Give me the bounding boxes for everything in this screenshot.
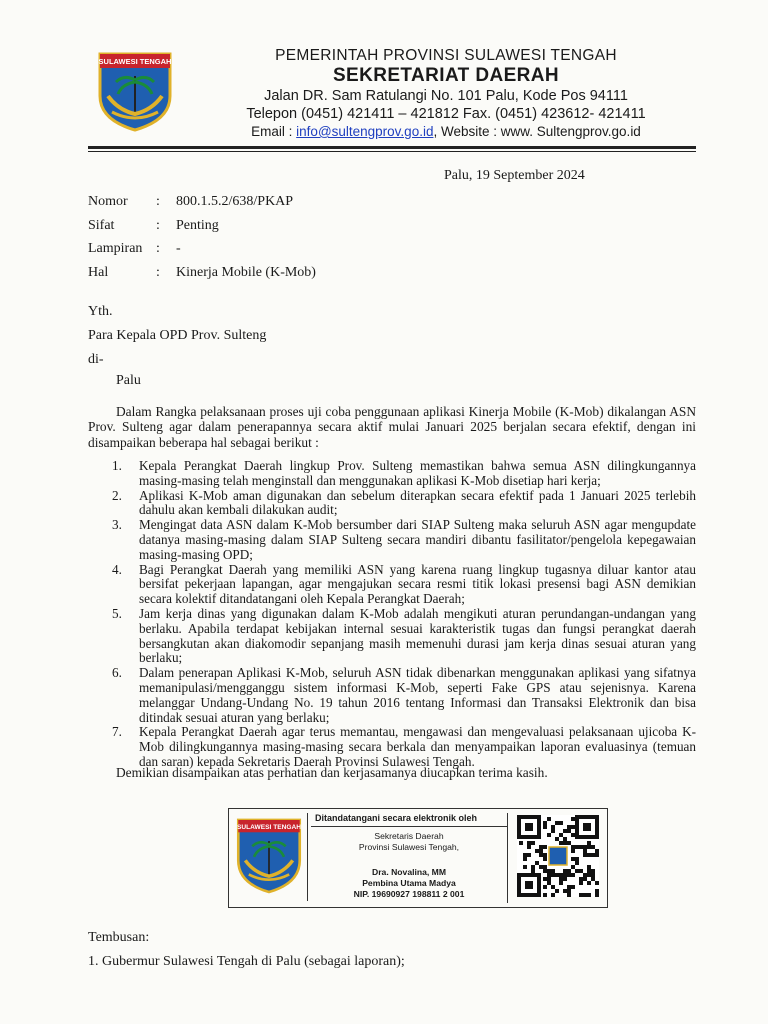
meta-colon: : [156, 217, 160, 233]
meta-value: Kinerja Mobile (K-Mob) [176, 264, 316, 280]
address-city: Palu [116, 373, 141, 388]
meta-key: Hal [88, 264, 109, 280]
signature-emblem-logo [233, 813, 308, 901]
office-name: SEKRETARIAT DAERAH [332, 65, 560, 86]
signer-rank: Pembina Utama Madya [362, 878, 456, 888]
signature-details [311, 813, 508, 903]
letter-meta [88, 190, 316, 284]
office-phone: Telepon (0451) 421411 – 421812 Fax. (0451) 423612- 421411 [246, 106, 646, 122]
address-yth: Yth. [88, 304, 113, 319]
list-item: 7. Kepala Perangkat Daerah agar terus memantau, mengawasi dan mengevaluasi pelaksanaan ujicoba K-Mob dilingkungannya masing-masing secara berkala dan menyampaikan laporan evaluasinya (temuan dan saran) kepada Sekretaris Daerah Provinsi Sulawesi Tengah. [112, 724, 696, 769]
list-item: 4. Bagi Perangkat Daerah yang memiliki ASN yang karena ruang lingkup tugasnya diluar kantor atau bersifat pekerjaan lapangan, agar mengajukan secara resmi titik lokasi presensi bagi ASN demikian secara kolektif ditandatangani oleh Kepala Perangkat Daerah; [112, 561, 696, 607]
electronic-signature-box [228, 808, 608, 908]
meta-row [88, 237, 316, 261]
address-recipient: Para Kepala OPD Prov. Sulteng [88, 328, 267, 343]
meta-colon: : [156, 241, 160, 256]
meta-key: Sifat [88, 217, 115, 233]
meta-row [88, 190, 316, 214]
website-text: , Website : www. Sultengprov.go.id [433, 124, 641, 139]
signer-title-1: Sekretaris Daerah [374, 831, 444, 841]
meta-key: Lampiran [88, 241, 143, 256]
address-di: di- [88, 352, 104, 367]
list-item: 3. Mengingat data ASN dalam K-Mob bersumber dari SIAP Sulteng maka seluruh ASN agar mengupdate datanya masing-masing dalam SIAP Sulteng secara mandiri dibantu fasilitator/pengelola kepegawaian masing-masing OPD; [112, 517, 696, 562]
list-item: 1. Kepala Perangkat Daerah lingkup Prov. Sulteng memastikan bahwa semua ASN dilingkungannya masing-masing telah menginstall dan menggunakan aplikasi K-Mob disetiap hari kerja; [112, 458, 696, 488]
qr-code-icon [517, 815, 599, 897]
svg-text:SULAWESI TENGAH: SULAWESI TENGAH [98, 57, 172, 66]
meta-colon: : [156, 194, 160, 209]
svg-text:SULAWESI TENGAH: SULAWESI TENGAH [237, 823, 301, 831]
list-item: 2. Aplikasi K-Mob aman digunakan dan sebelum diterapkan secara efektif pada 1 Januari 2025 terlebih dahulu akan kembali dilakukan audit; [112, 487, 696, 518]
signer-title-2: Provinsi Sulawesi Tengah, [358, 842, 460, 852]
email-label: Email : [251, 124, 297, 139]
signer-nip: NIP. 19690927 198811 2 001 [353, 889, 465, 899]
meta-colon: : [156, 264, 160, 280]
letterhead [186, 46, 706, 140]
meta-row [88, 214, 316, 238]
province-emblem-logo [94, 50, 176, 132]
government-name: PEMERINTAH PROVINSI SULAWESI TENGAH [275, 47, 617, 64]
meta-key: Nomor [88, 194, 128, 209]
meta-value: Penting [176, 217, 219, 233]
meta-value: 800.1.5.2/638/PKAP [176, 194, 294, 209]
email-link[interactable]: info@sultengprov.go.id [296, 124, 434, 139]
closing-text: Demikian disampaikan atas perhatian dan kerjasamanya diucapkan terima kasih. [116, 765, 548, 780]
letter-date: Palu, 19 September 2024 [444, 168, 585, 183]
list-item: 6. Dalam penerapan Aplikasi K-Mob, seluruh ASN tidak dibenarkan menggunakan aplikasi yang sifatnya memanipulasi/mengganggu sistem informasi K-Mob, seperti Fake GPS atau sejenisnya. Karena melanggar Undang-Undang No. 19 tahun 2016 tentang Informasi dan Transaksi Elektronik dan bisa ditindak sesuai aturan yang berlaku; [112, 665, 696, 725]
intro-text: Dalam Rangka pelaksanaan proses uji coba penggunaan aplikasi Kinerja Mobile (K-Mob) dikalangan ASN Prov. Sulteng agar dalam penerapannya secara aktif mulai Januari 2025 berjalan secara efektif, dengan ini disampaikan beberapa hal sebagai berikut : [88, 404, 696, 450]
intro-paragraph [88, 404, 696, 450]
instruction-list [112, 459, 696, 770]
tembusan-label: Tembusan: [88, 930, 150, 945]
signature-header: Ditandatangani secara elektronik oleh [311, 813, 507, 827]
office-contact [186, 123, 706, 140]
meta-value: - [176, 241, 181, 256]
meta-row [88, 261, 316, 285]
tembusan-item: 1. Gubermur Sulawesi Tengah di Palu (sebagai laporan); [88, 954, 405, 969]
office-address: Jalan DR. Sam Ratulangi No. 101 Palu, Kode Pos 94111 [264, 88, 628, 104]
letterhead-rule-thin [88, 151, 696, 152]
list-item: 5. Jam kerja dinas yang digunakan dalam K-Mob adalah mengikuti aturan perundangan-undangan yang berlaku. Apabila terdapat kebijakan internal sesuai karakteristik tugas dan fungsi perangkat daerah bersangkutan akan diakomodir sepanjang masih memenuhi durasi jam kerja dinas sesuai aturan yang berlaku; [112, 605, 696, 666]
signer-name: Dra. Novalina, MM [371, 867, 447, 877]
letterhead-rule-thick [88, 146, 696, 149]
